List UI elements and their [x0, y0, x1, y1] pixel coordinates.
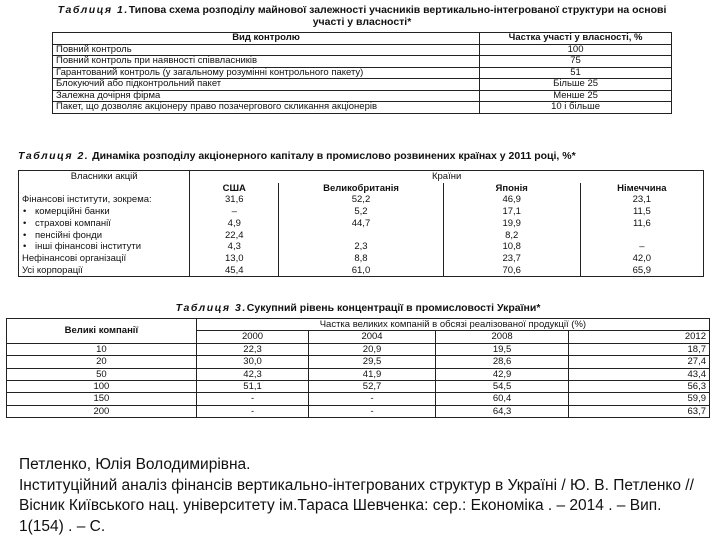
table-2-cell-owner: Усі корпорації: [19, 265, 190, 277]
table-row: [19, 230, 704, 242]
table-2-cell-value: 23,7: [443, 253, 580, 265]
table-3: [6, 318, 710, 418]
table-1-cell-type: Повний контроль при наявності співвласників: [53, 56, 480, 68]
table-3-cell-companies: 150: [7, 393, 197, 405]
table-2-cell-value: 70,6: [443, 265, 580, 277]
table-1-cell-type: Повний контроль: [53, 44, 480, 56]
table-3-cell-value: -: [196, 393, 308, 405]
table-2-cell-value: 2,3: [279, 241, 443, 253]
table-1-cell-share: 10 і більше: [480, 102, 672, 114]
table-2-country-germany: Німеччина: [580, 183, 703, 195]
table-row: [19, 194, 704, 206]
table-2-cell-value: 65,9: [580, 265, 703, 277]
table-3-cell-value: 28,6: [435, 356, 569, 368]
table-row: [53, 79, 672, 91]
table-row: [53, 67, 672, 79]
table-3-cell-value: 19,5: [435, 343, 569, 355]
table-2-country-uk: Великобританія: [279, 183, 443, 195]
table-3-year-2008: 2008: [435, 331, 569, 343]
table-3-cell-value: 22,3: [196, 343, 308, 355]
table-2-country-japan: Японія: [443, 183, 580, 195]
table-row: [53, 102, 672, 114]
table-2-cell-value: 23,1: [580, 194, 703, 206]
table-2-country-usa: США: [190, 183, 279, 195]
table-2-cell-value: 44,7: [279, 218, 443, 230]
table-2-cell-value: 4,9: [190, 218, 279, 230]
table-1-cell-share: 75: [480, 56, 672, 68]
table-row: [7, 356, 710, 368]
table-row: [19, 253, 704, 265]
table-2-countries-header: Країни: [190, 171, 704, 183]
table-3-cell-value: 42,9: [435, 368, 569, 380]
table-row: [19, 241, 704, 253]
citation: [19, 455, 709, 537]
table-2-cell-value: 52,2: [279, 194, 443, 206]
table-2-cell-value: 19,9: [443, 218, 580, 230]
table-3-cell-value: 63,7: [569, 405, 710, 417]
table-3-cell-value: 27,4: [569, 356, 710, 368]
table-3-cell-value: 43,4: [569, 368, 710, 380]
table-2-cell-value: 45,4: [190, 265, 279, 277]
table-row: [7, 368, 710, 380]
table-1: [52, 32, 672, 114]
table-2-header-empty: [19, 183, 190, 195]
table-3-cell-companies: 200: [7, 405, 197, 417]
table-2-caption-label: Таблиця 2.: [18, 150, 90, 162]
table-3-cell-value: 30,0: [196, 356, 308, 368]
table-2-caption: [18, 150, 704, 162]
table-3-body: [7, 319, 710, 418]
table-1-caption: [52, 4, 672, 28]
table-2-body: [19, 171, 704, 277]
table-2-cell-value: 13,0: [190, 253, 279, 265]
table-1-cell-share: Менше 25: [480, 90, 672, 102]
table-row: [53, 44, 672, 56]
citation-reference: Інституційний аналіз фінансів вертикально-інтегрованих структур в Україні / Ю. В. Петленко // Вісник Київського нац. університету ім.Тараса Шевченка: сер.: Економіка . – 2014 . – Вип. 1(154) . – С.: [19, 476, 694, 535]
table-1-cell-share: Більше 25: [480, 79, 672, 91]
table-1-header-share: Частка участі у власності, %: [480, 33, 672, 45]
table-2-cell-owner: • страхові компанії: [19, 218, 190, 230]
table-1-cell-share: 100: [480, 44, 672, 56]
table-3-cell-companies: 10: [7, 343, 197, 355]
table-2-cell-value: 10,8: [443, 241, 580, 253]
table-row: [19, 265, 704, 277]
table-3-cell-companies: 20: [7, 356, 197, 368]
table-3-cell-value: 20,9: [309, 343, 436, 355]
table-2-cell-value: 61,0: [279, 265, 443, 277]
table-row: [19, 206, 704, 218]
table-1-cell-type: Блокуючий або підконтрольний пакет: [53, 79, 480, 91]
table-3-cell-value: -: [309, 393, 436, 405]
table-3-cell-companies: 50: [7, 368, 197, 380]
table-2-cell-owner: • інші фінансові інститути: [19, 241, 190, 253]
table-2-cell-value: 8,2: [443, 230, 580, 242]
table-row: [7, 405, 710, 417]
table-2-cell-value: 42,0: [580, 253, 703, 265]
table-2-cell-owner: • комерційні банки: [19, 206, 190, 218]
table-2-cell-value: 11,5: [580, 206, 703, 218]
table-3-cell-value: 52,7: [309, 381, 436, 393]
citation-author: Петленко, Юлія Володимирівна.: [19, 456, 251, 473]
table-3-cell-value: 60,4: [435, 393, 569, 405]
table-2-caption-text: Динаміка розподілу акціонерного капіталу в промислово розвинених країнах у 2011 році, %*: [92, 150, 576, 162]
table-3-cell-value: 56,3: [569, 381, 710, 393]
table-1-cell-share: 51: [480, 67, 672, 79]
table-2-cell-value: [580, 230, 703, 242]
table-2-cell-value: 5,2: [279, 206, 443, 218]
table-3-year-2012: 2012: [569, 331, 710, 343]
table-2-cell-value: –: [190, 206, 279, 218]
table-row: [7, 393, 710, 405]
table-2-cell-value: 31,6: [190, 194, 279, 206]
table-3-cell-value: 29,5: [309, 356, 436, 368]
table-2-cell-owner: Фінансові інститути, зокрема:: [19, 194, 190, 206]
table-row: [53, 56, 672, 68]
table-1-block: [52, 4, 672, 144]
table-3-cell-companies: 100: [7, 381, 197, 393]
table-2: [18, 170, 704, 277]
table-2-owner-header: Власники акцій: [19, 171, 190, 183]
table-3-caption: [6, 302, 710, 318]
table-1-cell-type: Пакет, що дозволяє акціонеру право позачергового скликання акціонерів: [53, 102, 480, 114]
table-3-first-header: Великі компанії: [7, 319, 197, 344]
table-1-caption-text: Типова схема розподілу майнової залежності учасників вертикально-інтегрованої структури на основі участі у власності*: [128, 4, 667, 28]
table-row: [7, 343, 710, 355]
table-3-cell-value: -: [309, 405, 436, 417]
table-3-cell-value: -: [196, 405, 308, 417]
table-2-cell-value: 17,1: [443, 206, 580, 218]
table-2-cell-owner: Нефінансові організації: [19, 253, 190, 265]
table-row: [53, 90, 672, 102]
table-2-cell-value: 4,3: [190, 241, 279, 253]
table-2-cell-value: 22,4: [190, 230, 279, 242]
table-3-cell-value: 54,5: [435, 381, 569, 393]
table-2-block: [18, 150, 704, 300]
table-2-cell-value: 46,9: [443, 194, 580, 206]
table-3-cell-value: 42,3: [196, 368, 308, 380]
table-2-cell-value: [279, 230, 443, 242]
table-2-cell-value: 11,6: [580, 218, 703, 230]
table-3-year-2004: 2004: [309, 331, 436, 343]
table-row: [19, 218, 704, 230]
table-3-year-2000: 2000: [196, 331, 308, 343]
table-1-caption-label: Таблиця 1.: [57, 4, 129, 16]
table-3-group-header: Частка великих компаній в обсязі реалізованої продукції (%): [196, 319, 709, 331]
table-3-cell-value: 59,9: [569, 393, 710, 405]
table-1-cell-type: Залежна дочірня фірма: [53, 90, 480, 102]
table-1-cell-type: Гарантований контроль (у загальному розумінні контрольного пакету): [53, 67, 480, 79]
table-1-body: [53, 44, 672, 113]
table-3-caption-label: Таблиця 3.: [175, 302, 247, 314]
table-3-cell-value: 18,7: [569, 343, 710, 355]
table-3-caption-text: Сукупний рівень концентрації в промисловості України*: [246, 302, 541, 314]
table-2-cell-value: –: [580, 241, 703, 253]
table-1-header-type: Вид контролю: [53, 33, 480, 45]
table-row: [7, 381, 710, 393]
table-2-cell-value: 8,8: [279, 253, 443, 265]
table-3-block: [6, 302, 710, 450]
table-2-cell-owner: • пенсійні фонди: [19, 230, 190, 242]
table-3-cell-value: 64,3: [435, 405, 569, 417]
table-3-cell-value: 51,1: [196, 381, 308, 393]
table-3-cell-value: 41,9: [309, 368, 436, 380]
